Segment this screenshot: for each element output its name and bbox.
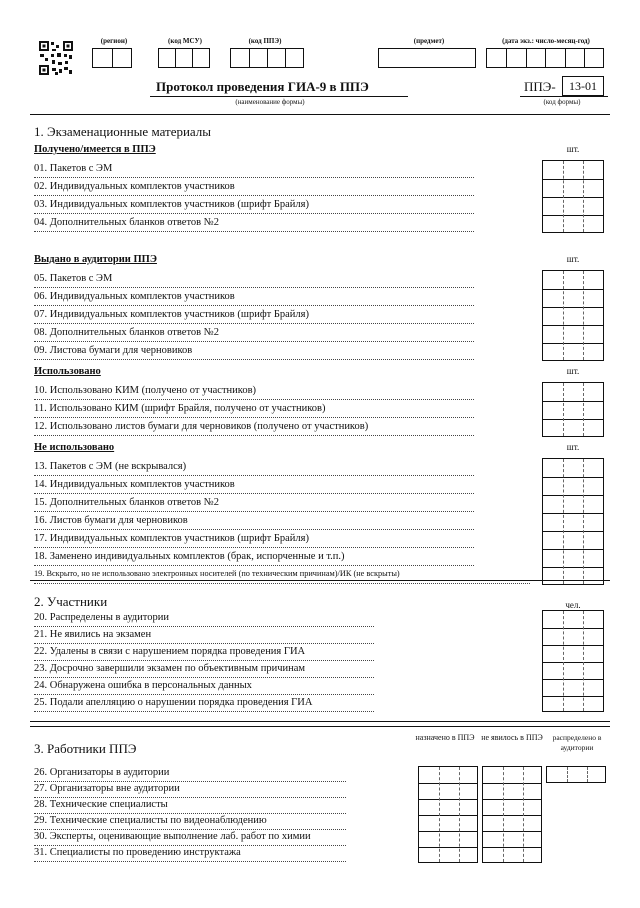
row-line bbox=[34, 417, 474, 418]
unit-label: шт. bbox=[566, 254, 580, 264]
row-line bbox=[34, 359, 474, 360]
section2-title: 2. Участники bbox=[34, 594, 108, 609]
row-line bbox=[34, 323, 474, 324]
col-absent-label: не явилось в ППЭ bbox=[481, 733, 543, 742]
form-code-caption: (код формы) bbox=[543, 98, 581, 106]
count-cell[interactable] bbox=[419, 767, 477, 781]
row-line bbox=[34, 231, 474, 232]
count-cell[interactable] bbox=[483, 767, 541, 781]
row-label: 31. Специалисты по проведению инструктажа bbox=[34, 847, 241, 858]
group-title: Не использовано bbox=[34, 442, 115, 453]
col-assigned-label: назначено в ППЭ bbox=[415, 733, 475, 742]
count-cell[interactable] bbox=[483, 799, 541, 813]
row-line bbox=[34, 399, 474, 400]
count-cell[interactable] bbox=[543, 679, 603, 694]
unit-label: чел. bbox=[565, 600, 581, 610]
region-field[interactable] bbox=[92, 48, 132, 68]
count-cell[interactable] bbox=[483, 815, 541, 829]
count-cell[interactable] bbox=[419, 799, 477, 813]
count-cell[interactable] bbox=[419, 783, 477, 797]
row-label: 06. Индивидуальных комплектов участников bbox=[34, 291, 235, 302]
row-label: 03. Индивидуальных комплектов участников (шрифт Брайля) bbox=[34, 199, 309, 210]
row-label: 07. Индивидуальных комплектов участников (шрифт Брайля) bbox=[34, 309, 309, 320]
count-cell[interactable] bbox=[543, 495, 603, 511]
qr-code bbox=[38, 40, 74, 76]
row-line bbox=[34, 177, 474, 178]
row-label: 27. Организаторы вне аудитории bbox=[34, 783, 180, 794]
count-cell[interactable] bbox=[543, 513, 603, 529]
row-line bbox=[34, 829, 346, 830]
row-label: 10. Использовано КИМ (получено от участников) bbox=[34, 385, 257, 396]
group-title: Получено/имеется в ППЭ bbox=[34, 144, 156, 155]
section3-title: 3. Работники ППЭ bbox=[34, 741, 137, 756]
count-cell[interactable] bbox=[543, 161, 603, 177]
subject-field[interactable] bbox=[378, 48, 476, 68]
row-label: 02. Индивидуальных комплектов участников bbox=[34, 181, 235, 192]
row-label: 15. Дополнительных бланков ответов №2 bbox=[34, 497, 220, 508]
group-title: Использовано bbox=[34, 366, 101, 377]
unit-label: шт. bbox=[566, 366, 580, 376]
row-label: 04. Дополнительных бланков ответов №2 bbox=[34, 217, 220, 228]
row-line bbox=[34, 305, 474, 306]
row-line bbox=[34, 529, 474, 530]
row-line bbox=[34, 797, 346, 798]
row-line bbox=[34, 677, 374, 678]
count-cell[interactable] bbox=[483, 783, 541, 797]
row-line bbox=[34, 475, 474, 476]
row-label: 19. Вскрыто, но не использовано электронных носителей (по техническим причинам)/ИК (не вскрыты) bbox=[34, 569, 400, 578]
count-cell[interactable] bbox=[543, 343, 603, 359]
count-cell[interactable] bbox=[543, 459, 603, 475]
row-line bbox=[34, 711, 374, 712]
row-line bbox=[34, 861, 346, 862]
section1-title: 1. Экзаменационные материалы bbox=[34, 124, 212, 139]
unit-label: шт. bbox=[566, 144, 580, 154]
row-label: 24. Обнаружена ошибка в персональных данных bbox=[34, 680, 252, 691]
count-cell[interactable] bbox=[543, 271, 603, 287]
row-label: 25. Подали апелляцию о нарушении порядка проведения ГИА bbox=[34, 697, 313, 708]
count-cell[interactable] bbox=[543, 289, 603, 305]
row-line bbox=[34, 435, 474, 436]
form-code: 13-01 bbox=[562, 76, 604, 96]
col-distributed-label: распределено в аудитории bbox=[552, 733, 602, 752]
row-line bbox=[34, 781, 346, 782]
row-line bbox=[34, 565, 474, 566]
row-label: 01. Пакетов с ЭМ bbox=[34, 163, 113, 174]
row-label: 30. Эксперты, оценивающие выполнение лаб. работ по химии bbox=[34, 831, 311, 842]
count-cell[interactable] bbox=[543, 549, 603, 565]
row-label: 09. Листова бумаги для черновиков bbox=[34, 345, 193, 356]
row-label: 13. Пакетов с ЭМ (не вскрывался) bbox=[34, 461, 187, 472]
date-label: (дата экз.: число-месяц-год) bbox=[502, 37, 590, 45]
row-label: 11. Использовано КИМ (шрифт Брайля, получено от участников) bbox=[34, 403, 326, 414]
ppe-code-field[interactable] bbox=[230, 48, 304, 68]
count-cell[interactable] bbox=[483, 847, 541, 861]
count-cell[interactable] bbox=[543, 611, 603, 626]
row-line bbox=[34, 213, 474, 214]
count-cell[interactable] bbox=[543, 419, 603, 435]
row-label: 22. Удалены в связи с нарушением порядка проведения ГИА bbox=[34, 646, 306, 657]
row-label: 21. Не явились на экзамен bbox=[34, 629, 152, 640]
count-cell[interactable] bbox=[419, 831, 477, 845]
row-label: 16. Листов бумаги для черновиков bbox=[34, 515, 188, 526]
count-cell[interactable] bbox=[543, 662, 603, 677]
date-field[interactable] bbox=[486, 48, 604, 68]
row-line bbox=[34, 287, 474, 288]
row-line bbox=[34, 493, 474, 494]
region-label: (регион) bbox=[100, 37, 128, 45]
row-line bbox=[34, 511, 474, 512]
row-label: 29. Технические специалисты по видеонаблюдению bbox=[34, 815, 267, 826]
count-cell[interactable] bbox=[543, 401, 603, 417]
count-cell[interactable] bbox=[543, 215, 603, 231]
row-line bbox=[34, 626, 374, 627]
count-cell[interactable] bbox=[543, 696, 603, 711]
row-line bbox=[34, 845, 346, 846]
row-label: 26. Организаторы в аудитории bbox=[34, 767, 170, 778]
count-cell[interactable] bbox=[419, 847, 477, 861]
row-label: 17. Индивидуальных комплектов участников (шрифт Брайля) bbox=[34, 533, 309, 544]
row-label: 20. Распределены в аудитории bbox=[34, 612, 169, 623]
row-label: 28. Технические специалисты bbox=[34, 799, 168, 810]
count-cell[interactable] bbox=[483, 831, 541, 845]
row-line bbox=[34, 341, 474, 342]
row-label: 08. Дополнительных бланков ответов №2 bbox=[34, 327, 220, 338]
row-line bbox=[34, 583, 530, 584]
count-cell[interactable] bbox=[543, 628, 603, 643]
msu-field[interactable] bbox=[158, 48, 210, 68]
count-cell[interactable] bbox=[419, 815, 477, 829]
count-cell[interactable] bbox=[547, 767, 605, 781]
row-line bbox=[34, 195, 474, 196]
row-label: 18. Заменено индивидуальных комплектов (брак, испорченные и т.п.) bbox=[34, 551, 345, 562]
count-cell[interactable] bbox=[543, 477, 603, 493]
count-cell[interactable] bbox=[543, 307, 603, 323]
row-line bbox=[34, 643, 374, 644]
row-label: 23. Досрочно завершили экзамен по объективным причинам bbox=[34, 663, 306, 674]
count-cell[interactable] bbox=[543, 325, 603, 341]
row-line bbox=[34, 694, 374, 695]
msu-label: (код МСУ) bbox=[168, 37, 202, 45]
row-label: 05. Пакетов с ЭМ bbox=[34, 273, 113, 284]
ppe-label: (код ППЭ) bbox=[248, 37, 282, 45]
title-caption: (наименование формы) bbox=[235, 98, 305, 106]
count-cell[interactable] bbox=[543, 179, 603, 195]
row-label: 14. Индивидуальных комплектов участников bbox=[34, 479, 235, 490]
count-cell[interactable] bbox=[543, 645, 603, 660]
row-line bbox=[34, 660, 374, 661]
count-cell[interactable] bbox=[543, 531, 603, 547]
page-title: Протокол проведения ГИА-9 в ППЭ bbox=[156, 79, 369, 94]
row-label: 12. Использовано листов бумаги для черновиков (получено от участников) bbox=[34, 421, 369, 432]
subject-label: (предмет) bbox=[413, 37, 445, 45]
group-title: Выдано в аудитории ППЭ bbox=[34, 254, 157, 265]
count-cell[interactable] bbox=[543, 197, 603, 213]
row-line bbox=[34, 547, 474, 548]
form-prefix: ППЭ- bbox=[524, 79, 556, 94]
row-line bbox=[34, 813, 346, 814]
unit-label: шт. bbox=[566, 442, 580, 452]
count-cell[interactable] bbox=[543, 383, 603, 399]
